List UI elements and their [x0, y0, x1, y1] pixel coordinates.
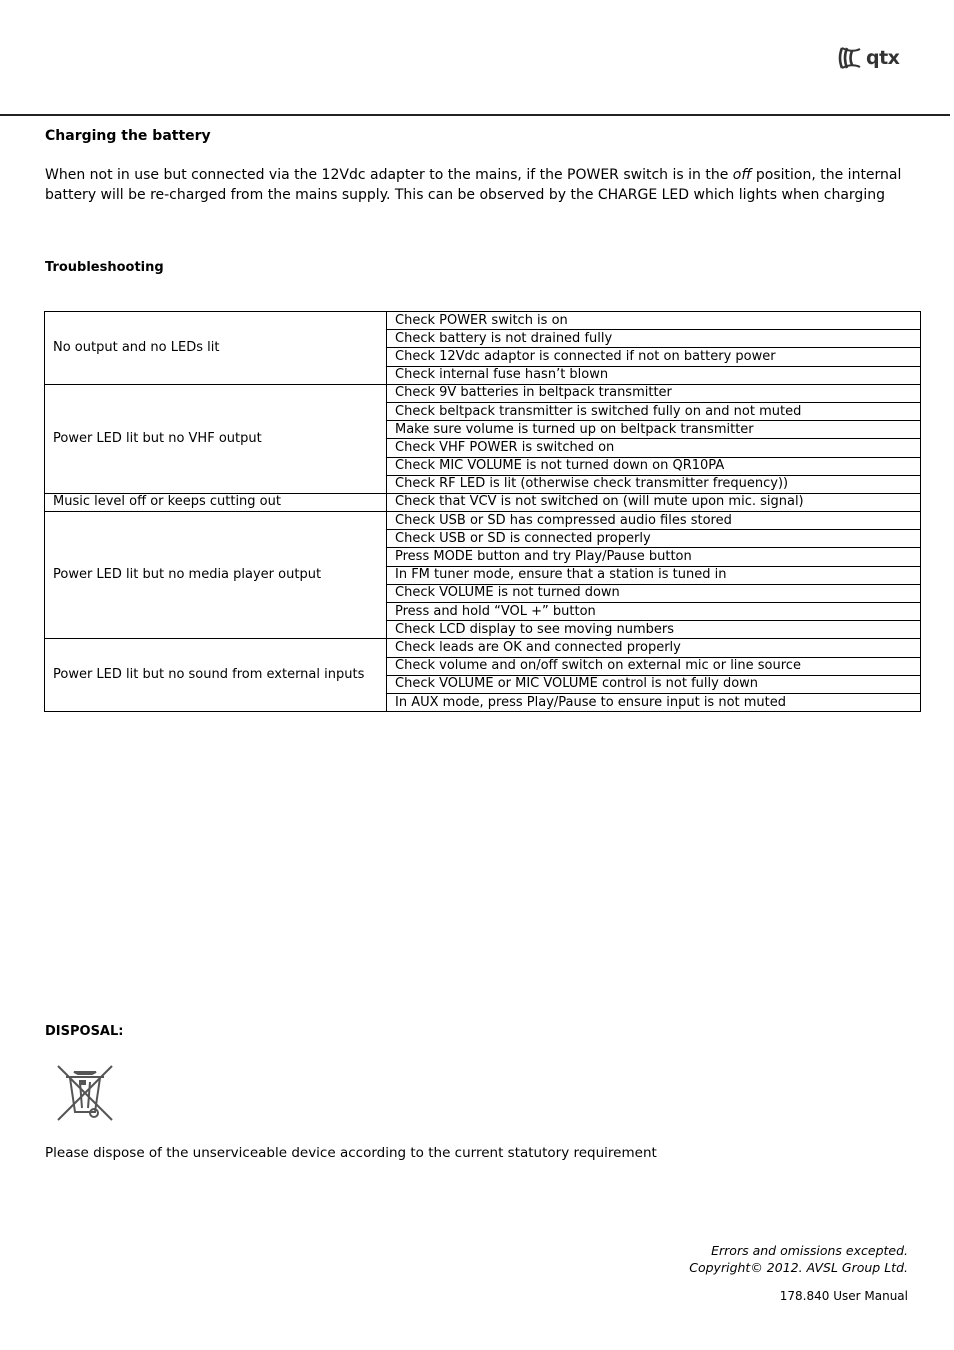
check-cell: Press and hold “VOL +” button: [387, 603, 921, 621]
table-row: [45, 639, 921, 657]
check-cell: Check VHF POWER is switched on: [387, 439, 921, 457]
footer-copyright: Copyright© 2012. AVSL Group Ltd.: [689, 1259, 908, 1275]
check-cell: Check RF LED is lit (otherwise check transmitter frequency)): [387, 475, 921, 493]
check-cell: Check VOLUME or MIC VOLUME control is not fully down: [387, 675, 921, 693]
problem-cell: Power LED lit but no media player output: [45, 512, 387, 639]
logo-text: qtx: [866, 47, 900, 69]
check-cell: Check beltpack transmitter is switched fully on and not muted: [387, 402, 921, 420]
check-cell: Check 9V batteries in beltpack transmitter: [387, 384, 921, 402]
check-cell: Check internal fuse hasn’t blown: [387, 366, 921, 384]
problem-cell: Music level off or keeps cutting out: [45, 493, 387, 511]
charging-heading: Charging the battery: [45, 128, 211, 144]
check-cell: Check LCD display to see moving numbers: [387, 621, 921, 639]
check-cell: Check POWER switch is on: [387, 312, 921, 330]
check-cell: Check USB or SD has compressed audio files stored: [387, 512, 921, 530]
table-row: [45, 312, 921, 330]
disposal-text: Please dispose of the unserviceable device according to the current statutory requirement: [45, 1145, 657, 1161]
qtx-waves-icon: [838, 45, 864, 71]
disposal-heading: DISPOSAL:: [45, 1024, 124, 1039]
troubleshooting-heading: Troubleshooting: [45, 260, 164, 275]
table-row: [45, 493, 921, 511]
check-cell: Press MODE button and try Play/Pause button: [387, 548, 921, 566]
charging-text-start: When not in use but connected via the 12Vdc adapter to the mains, if the POWER switch is in the: [45, 167, 733, 183]
check-cell: Check volume and on/off switch on external mic or line source: [387, 657, 921, 675]
charging-paragraph: [45, 166, 915, 205]
check-cell: Check that VCV is not switched on (will mute upon mic. signal): [387, 493, 921, 511]
problem-cell: No output and no LEDs lit: [45, 312, 387, 385]
troubleshooting-table: [44, 311, 921, 712]
header-divider: [0, 114, 950, 116]
table-row: [45, 384, 921, 402]
footer-disclaimer: Errors and omissions excepted.: [711, 1243, 908, 1258]
problem-cell: Power LED lit but no sound from external inputs: [45, 639, 387, 712]
qtx-logo: [838, 44, 910, 72]
charging-text-emphasis: off: [732, 167, 752, 183]
footer: [689, 1243, 908, 1303]
crossed-out-bin-icon: [52, 1062, 118, 1124]
check-cell: Check leads are OK and connected properly: [387, 639, 921, 657]
charging-text-end: position, the internal battery will be re-charged from the mains supply. This can be observed by the CHARGE LED which lights when charging: [45, 167, 902, 203]
check-cell: Check 12Vdc adaptor is connected if not on battery power: [387, 348, 921, 366]
check-cell: In AUX mode, press Play/Pause to ensure input is not muted: [387, 693, 921, 711]
check-cell: Make sure volume is turned up on beltpack transmitter: [387, 421, 921, 439]
check-cell: Check MIC VOLUME is not turned down on QR10PA: [387, 457, 921, 475]
check-cell: Check VOLUME is not turned down: [387, 584, 921, 602]
check-cell: Check USB or SD is connected properly: [387, 530, 921, 548]
problem-cell: Power LED lit but no VHF output: [45, 384, 387, 493]
check-cell: Check battery is not drained fully: [387, 330, 921, 348]
footer-manual-number: 178.840 User Manual: [779, 1289, 908, 1303]
table-row: [45, 512, 921, 530]
check-cell: In FM tuner mode, ensure that a station is tuned in: [387, 566, 921, 584]
